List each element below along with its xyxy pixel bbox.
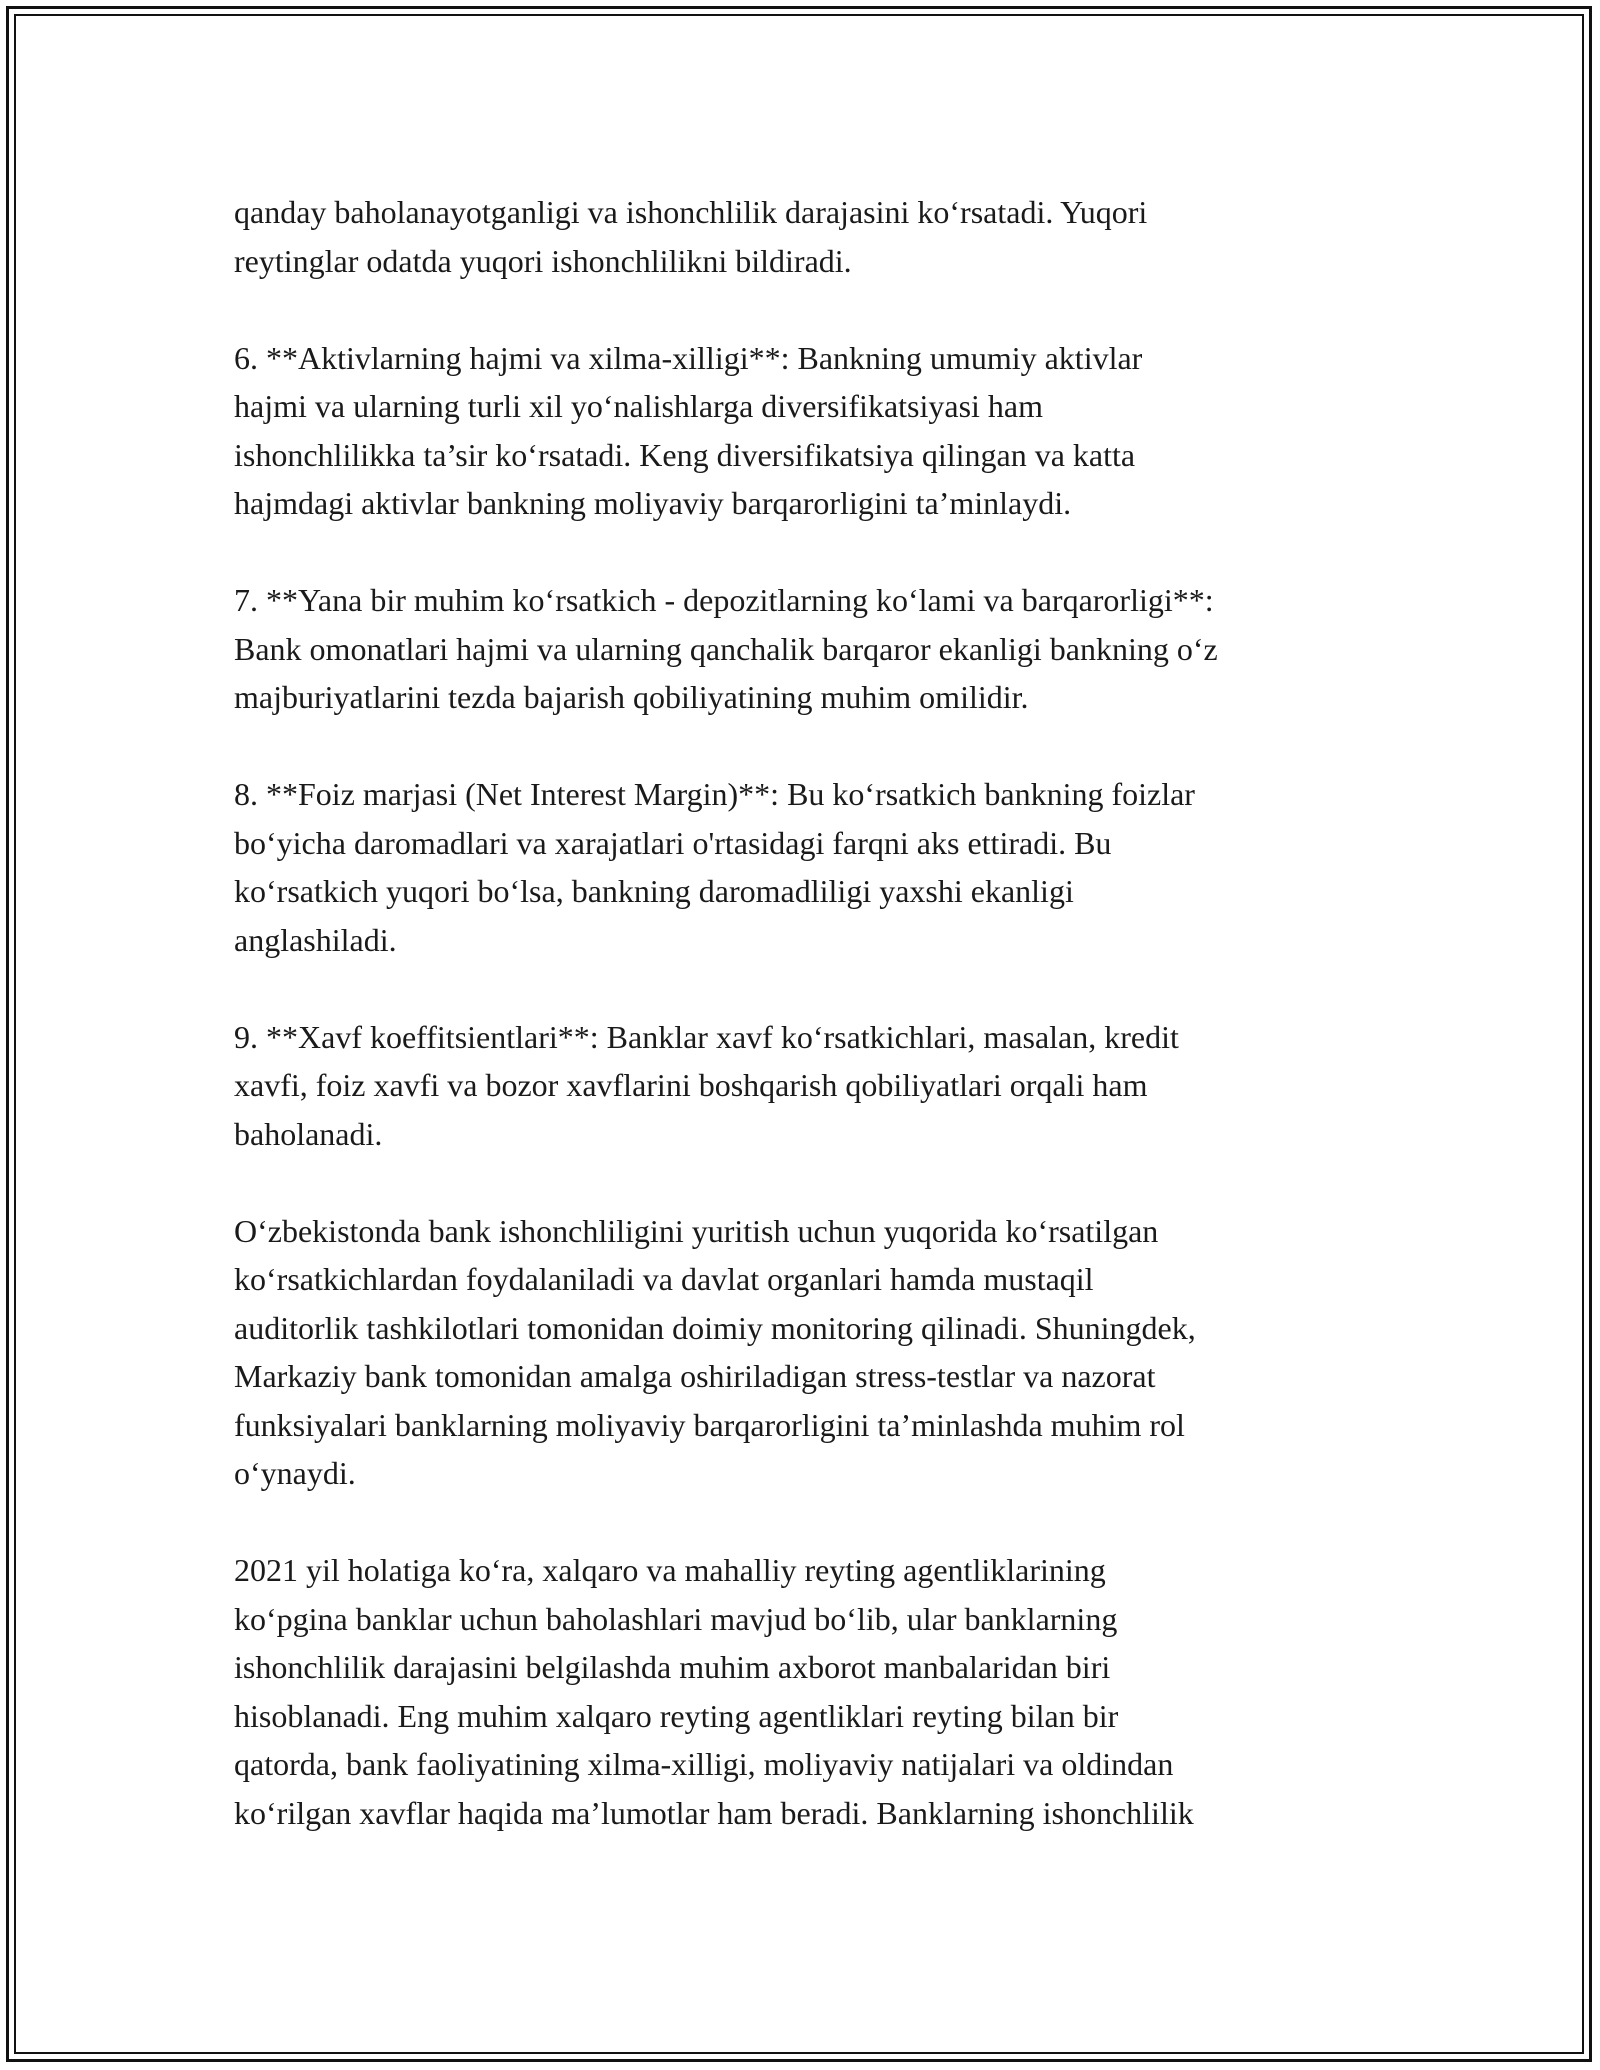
text-line: auditorlik tashkilotlari tomonidan doimiy monitoring qilinadi. Shuningdek, bbox=[234, 1309, 1196, 1346]
paragraph-2021-ratings bbox=[234, 1546, 1374, 1837]
paragraph-item-6 bbox=[234, 334, 1374, 528]
text-line: o‘ynaydi. bbox=[234, 1455, 356, 1491]
text-line: 6. **Aktivlarning hajmi va xilma-xilligi**: Bankning umumiy aktivlar bbox=[234, 339, 1143, 376]
text-line: Markaziy bank tomonidan amalga oshiriladigan stress-testlar va nazorat bbox=[234, 1358, 1156, 1394]
text-line: O‘zbekistonda bank ishonchliligini yuritish uchun yuqorida ko‘rsatilgan bbox=[234, 1212, 1159, 1249]
text-line: reytinglar odatda yuqori ishonchlilikni bildiradi. bbox=[234, 242, 852, 279]
text-line: ishonchlilik darajasini belgilashda muhim axborot manbalaridan biri bbox=[234, 1649, 1111, 1685]
text-line: ko‘rsatkichlardan foydalaniladi va davlat organlari hamda mustaqil bbox=[234, 1261, 1094, 1297]
text-line: qatorda, bank faoliyatining xilma-xilligi, moliyaviy natijalari va oldindan bbox=[234, 1746, 1174, 1782]
text-line: hajmi va ularning turli xil yo‘nalishlarga diversifikatsiyasi ham bbox=[234, 388, 1044, 424]
text-line: hajmdagi aktivlar bankning moliyaviy barqarorligini ta’minlaydi. bbox=[234, 485, 1072, 521]
text-line: anglashiladi. bbox=[234, 921, 397, 958]
paragraph-item-9 bbox=[234, 1013, 1374, 1159]
paragraph-item-8 bbox=[234, 770, 1374, 964]
text-line: 8. **Foiz marjasi (Net Interest Margin)**: Bu ko‘rsatkich bankning foizlar bbox=[234, 776, 1195, 812]
paragraph-rating-continuation bbox=[234, 188, 1374, 285]
text-line: hisoblanadi. Eng muhim xalqaro reyting agentliklari reyting bilan bir bbox=[234, 1697, 1119, 1734]
text-line: qanday baholanayotganligi va ishonchlilik darajasini ko‘rsatadi. Yuqori bbox=[234, 194, 1148, 230]
text-line: ko‘pgina banklar uchun baholashlari mavjud bo‘lib, ular banklarning bbox=[234, 1600, 1118, 1637]
text-line: majburiyatlarini tezda bajarish qobiliyatining muhim omilidir. bbox=[234, 679, 1029, 715]
text-line: 9. **Xavf koeffitsientlari**: Banklar xavf ko‘rsatkichlari, masalan, kredit bbox=[234, 1018, 1179, 1055]
text-line: xavfi, foiz xavfi va bozor xavflarini boshqarish qobiliyatlari orqali ham bbox=[234, 1067, 1148, 1103]
document-body bbox=[234, 188, 1374, 1886]
text-line: 2021 yil holatiga ko‘ra, xalqaro va mahalliy reyting agentliklarining bbox=[234, 1552, 1106, 1588]
text-line: Bank omonatlari hajmi va ularning qanchalik barqaror ekanligi bankning o‘z bbox=[234, 630, 1218, 667]
text-line: ko‘rsatkich yuqori bo‘lsa, bankning daromadliligi yaxshi ekanligi bbox=[234, 873, 1074, 909]
paragraph-item-7 bbox=[234, 576, 1374, 722]
paragraph-uzbekistan-monitoring bbox=[234, 1207, 1374, 1498]
text-line: ko‘rilgan xavflar haqida ma’lumotlar ham beradi. Banklarning ishonchlilik bbox=[234, 1794, 1194, 1831]
text-line: bo‘yicha daromadlari va xarajatlari o'rtasidagi farqni aks ettiradi. Bu bbox=[234, 824, 1112, 861]
text-line: ishonchlilikka ta’sir ko‘rsatadi. Keng diversifikatsiya qilingan va katta bbox=[234, 436, 1136, 473]
text-line: funksiyalari banklarning moliyaviy barqarorligini ta’minlashda muhim rol bbox=[234, 1406, 1185, 1443]
text-line: baholanadi. bbox=[234, 1115, 383, 1152]
text-line: 7. **Yana bir muhim ko‘rsatkich - depozitlarning ko‘lami va barqarorligi**: bbox=[234, 582, 1214, 618]
